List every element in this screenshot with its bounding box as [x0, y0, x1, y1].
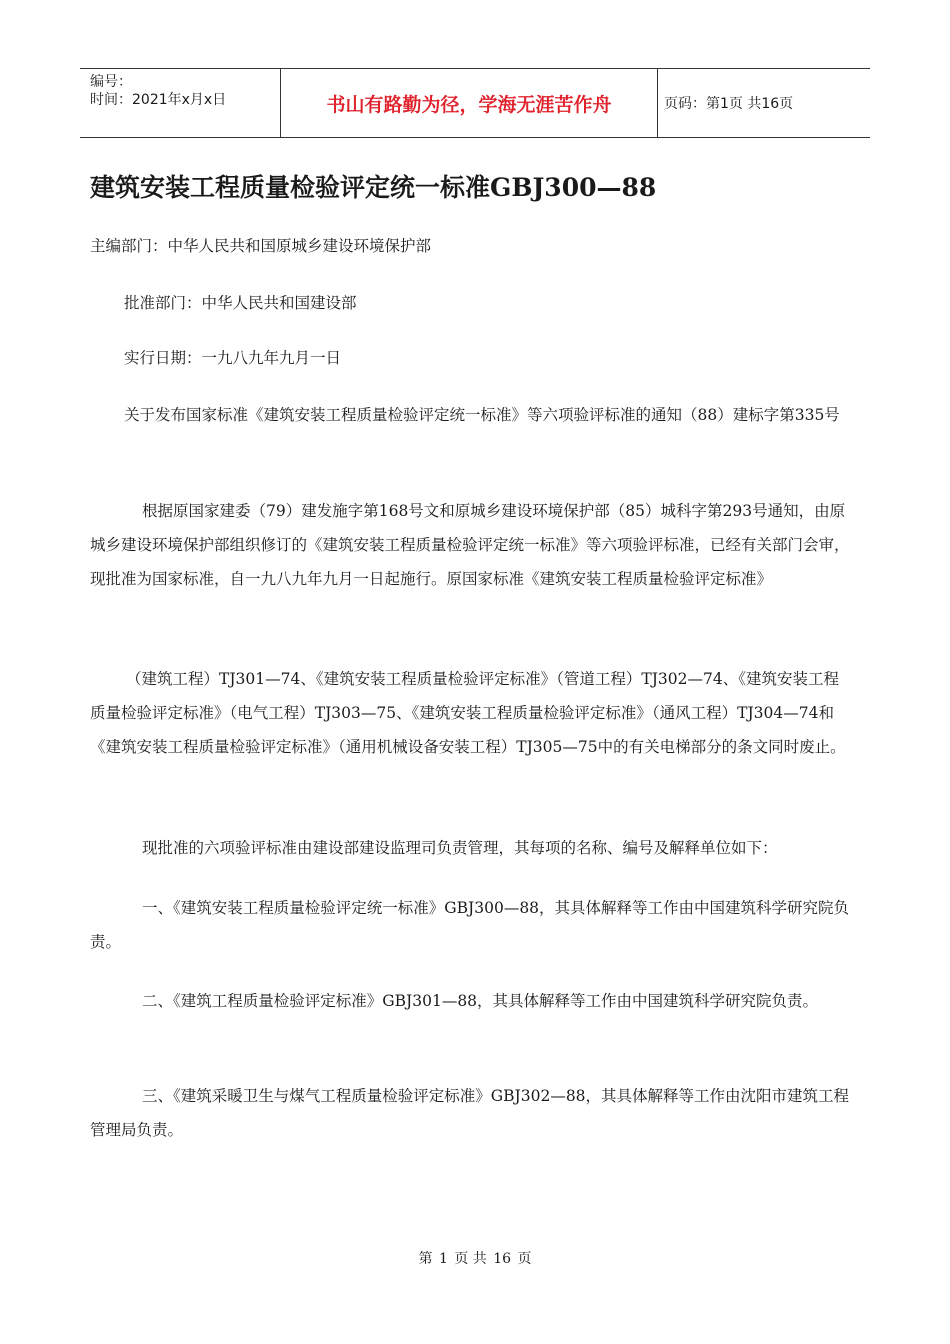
document-title: 建筑安装工程质量检验评定统一标准GBJ300—88	[90, 173, 657, 202]
header-page-info: 页码：第1页 共16页	[664, 96, 794, 112]
paragraph-body-2: （建筑工程）TJ301—74、《建筑安装工程质量检验评定标准》（管道工程）TJ302—74、《建筑安装工程质量检验评定标准》（电气工程）TJ303—75、《建筑安装工程质量检验评定标准》（通风工程）TJ304—74和《建筑安装工程质量检验评定标准》（通用机械设备安装工程）TJ305—75中的有关电梯部分的条文同时废止。	[90, 670, 846, 756]
footer-total: 16	[493, 1251, 512, 1267]
paragraph-body-1: 根据原国家建委（79）建发施字第168号文和原城乡建设环境保护部（85）城科字第293号通知，由原城乡建设环境保护部组织修订的《建筑安装工程质量检验评定统一标准》等六项验评标准，已经有关部门会审，现批准为国家标准，自一九八九年九月一日起施行。原国家标准《建筑安装工程质量检验评定标准》	[90, 502, 850, 588]
paragraph-item-3: 三、《建筑采暖卫生与煤气工程质量检验评定标准》GBJ302—88，其具体解释等工作由沈阳市建筑工程管理局负责。	[90, 1087, 850, 1139]
header-number: 编号：	[90, 74, 132, 90]
footer-page: 1	[438, 1251, 448, 1267]
paragraph-date: 实行日期：一九八九年九月一日	[124, 349, 342, 367]
paragraph-item-2: 二、《建筑工程质量检验评定标准》GBJ301—88，其具体解释等工作由中国建筑科学研究院负责。	[142, 992, 819, 1010]
footer-prefix: 第	[418, 1251, 433, 1267]
paragraph-notice-title: 关于发布国家标准《建筑安装工程质量检验评定统一标准》等六项验评标准的通知（88）建标字第335号	[124, 406, 840, 424]
paragraph-approver: 批准部门：中华人民共和国建设部	[124, 294, 357, 312]
document-header	[80, 68, 870, 138]
paragraph-editor: 主编部门：中华人民共和国原城乡建设环境保护部	[90, 237, 432, 255]
footer-mid: 页 共	[454, 1251, 487, 1267]
paragraph-body-3: 现批准的六项验评标准由建设部建设监理司负责管理，其每项的名称、编号及解释单位如下：	[142, 839, 778, 857]
paragraph-item-1: 一、《建筑安装工程质量检验评定统一标准》GBJ300—88，其具体解释等工作由中国建筑科学研究院负责。	[90, 899, 850, 951]
header-motto: 书山有路勤为径，学海无涯苦作舟	[281, 69, 658, 137]
footer-suffix: 页	[517, 1251, 532, 1267]
header-time: 时间：2021年x月x日	[90, 92, 227, 108]
page-footer	[0, 1248, 950, 1268]
header-meta	[80, 69, 281, 137]
